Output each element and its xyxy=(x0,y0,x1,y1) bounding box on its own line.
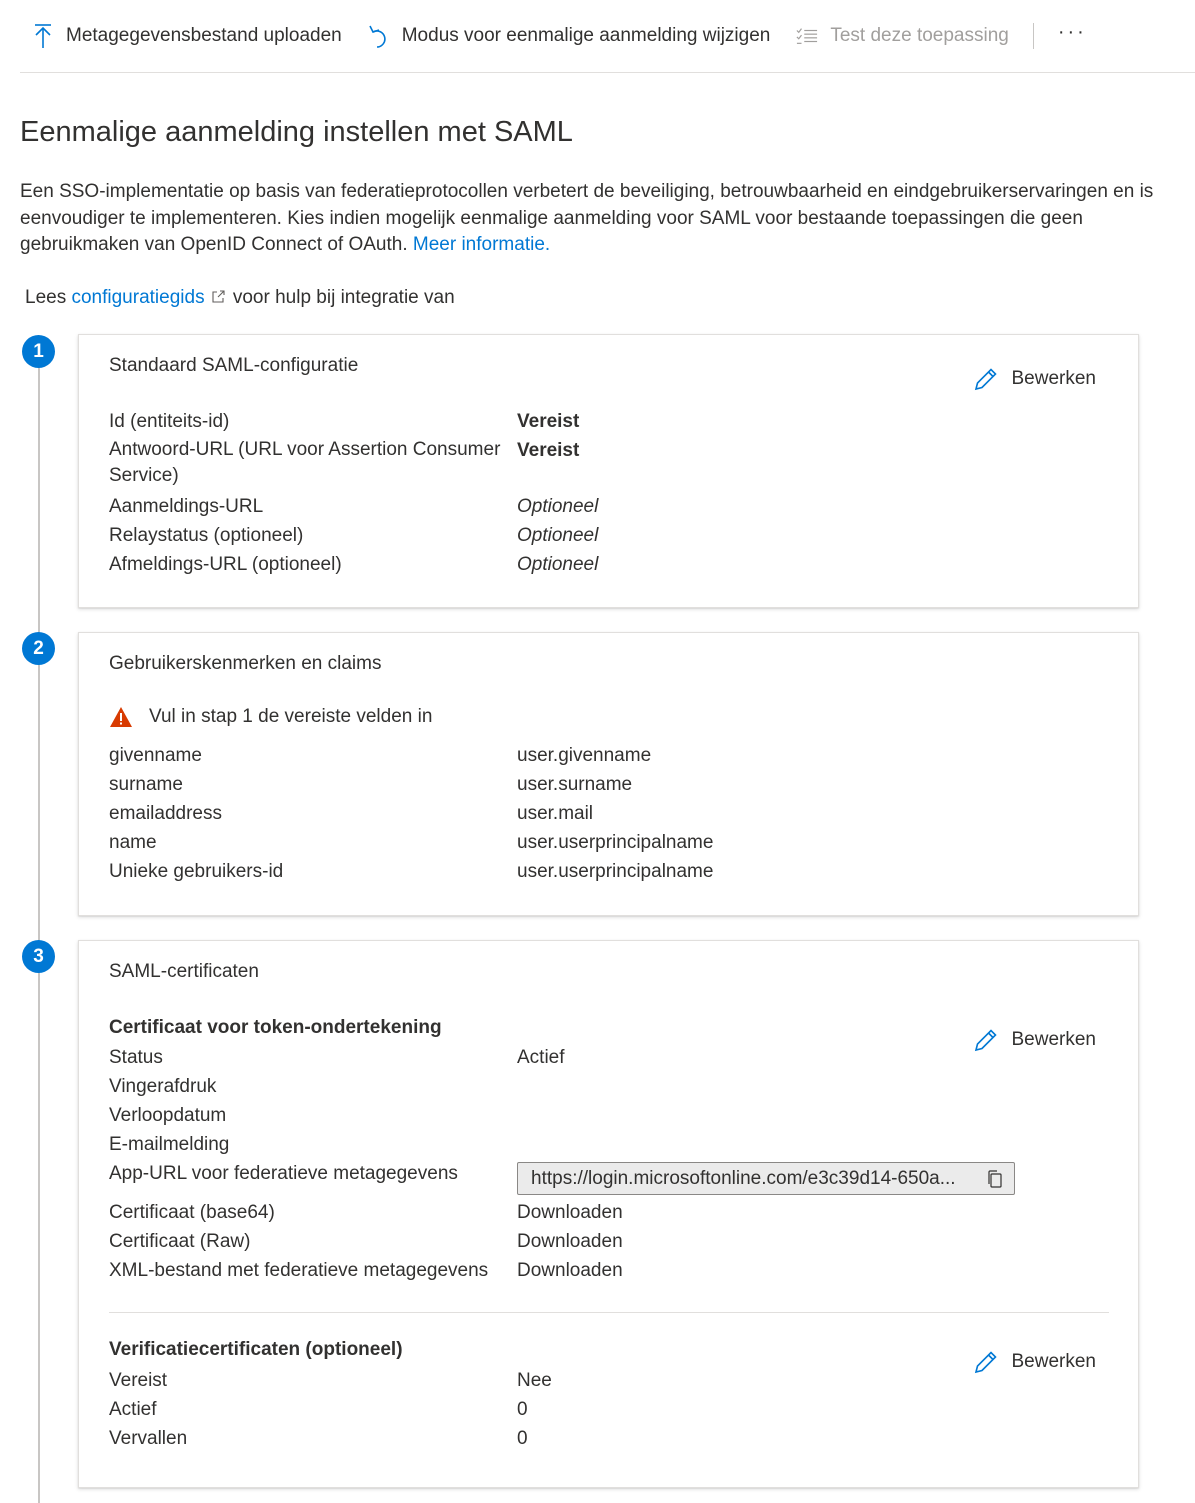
basic-saml-configuration-card xyxy=(78,334,1139,608)
copy-icon[interactable] xyxy=(986,1169,1004,1189)
edit-verification-certificates-button[interactable] xyxy=(973,1349,1097,1375)
test-application-button[interactable] xyxy=(782,16,1021,56)
table-row: Certificaat (Raw) Downloaden xyxy=(109,1227,1015,1256)
download-cert-raw-link[interactable]: Downloaden xyxy=(517,1231,623,1252)
claims-rows xyxy=(109,741,713,886)
table-row: Vereist Nee xyxy=(109,1370,552,1391)
edit-label: Bewerken xyxy=(1011,1029,1096,1050)
metadata-url-value: https://login.microsoftonline.com/e3c39d14-650a... xyxy=(531,1168,956,1189)
table-row: Relaystatus (optioneel) Optioneel xyxy=(109,525,599,546)
table-row: givenname user.givenname xyxy=(109,745,652,766)
section-title: Standaard SAML-configuratie xyxy=(109,355,359,376)
signing-certificate-title: Certificaat voor token-ondertekening xyxy=(109,1017,442,1038)
warning-message xyxy=(109,706,432,728)
command-bar xyxy=(20,0,1195,73)
more-info-link[interactable]: Meer informatie. xyxy=(412,234,551,255)
table-row: name user.userprincipalname xyxy=(109,832,714,853)
table-row: E-mailmelding xyxy=(109,1134,230,1155)
table-row: Certificaat (base64) Downloaden xyxy=(109,1198,1015,1227)
warning-text: Vul in stap 1 de vereiste velden in xyxy=(149,706,433,727)
page-title: Eenmalige aanmelding instellen met SAML xyxy=(20,116,573,148)
user-attributes-claims-card xyxy=(78,632,1139,916)
table-row: Afmeldings-URL (optioneel) Optioneel xyxy=(109,554,599,575)
download-cert-base64-link[interactable]: Downloaden xyxy=(517,1202,623,1223)
more-options-button[interactable]: ··· xyxy=(1057,20,1087,43)
download-metadata-xml-link[interactable]: Downloaden xyxy=(517,1260,623,1281)
intro-body: Een SSO-implementatie op basis van federatieprotocollen verbetert de beveiliging, betrouwbaarheid en eindgebruikerservaringen en is eenvoudiger te implementeren. Kies indien mogelijk eenmalige aanmelding voor SAML voor bestaande toepassingen die geen gebruikmaken van OpenID Connect of OAuth. xyxy=(20,181,1154,255)
warning-icon xyxy=(109,706,133,728)
change-sso-mode-label: Modus voor eenmalige aanmelding wijzigen xyxy=(401,25,771,46)
section-title: Gebruikerskenmerken en claims xyxy=(109,653,382,674)
saml-certificates-card xyxy=(78,940,1139,1488)
section-title: SAML-certificaten xyxy=(109,961,259,982)
table-row: Actief 0 xyxy=(109,1399,528,1420)
intro-text xyxy=(20,179,1190,259)
step-badge-3: 3 xyxy=(22,940,55,973)
table-row: XML-bestand met federatieve metagegevens Downloaden xyxy=(109,1256,1015,1285)
table-row: App-URL voor federatieve metagegevens https://login.microsoftonline.com/e3c39d14-650a... xyxy=(109,1159,1015,1198)
table-row: Antwoord-URL (URL voor Assertion Consumer Service) Vereist xyxy=(109,439,580,486)
upload-metadata-label: Metagegevensbestand uploaden xyxy=(66,25,342,46)
table-row: Verloopdatum xyxy=(109,1105,227,1126)
section-divider xyxy=(109,1312,1109,1313)
external-link-icon xyxy=(211,288,226,310)
undo-icon xyxy=(368,23,390,49)
table-row: surname user.surname xyxy=(109,774,633,795)
table-row: Vervallen 0 xyxy=(109,1428,528,1449)
signing-certificate-rows xyxy=(109,1013,1015,1285)
configuration-guide-link[interactable]: configuratiegids xyxy=(71,287,205,308)
edit-label: Bewerken xyxy=(1011,368,1096,389)
steps-timeline xyxy=(38,352,40,1503)
table-row: Unieke gebruikers-id user.userprincipalname xyxy=(109,861,714,882)
verification-certificate-rows xyxy=(109,1335,552,1453)
configuration-guide-text xyxy=(25,287,455,310)
basic-config-rows xyxy=(109,407,598,579)
table-row: Aanmeldings-URL Optioneel xyxy=(109,496,599,517)
pencil-icon xyxy=(973,1349,999,1375)
step-badge-1: 1 xyxy=(22,335,55,368)
upload-icon xyxy=(32,23,54,49)
table-row: Id (entiteits-id) Vereist xyxy=(109,411,580,432)
verification-certificates-title: Verificatiecertificaten (optioneel) xyxy=(109,1339,403,1360)
guide-prefix: Lees xyxy=(25,287,67,308)
table-row: Status Actief xyxy=(109,1047,565,1068)
table-row: emailaddress user.mail xyxy=(109,803,594,824)
metadata-url-field[interactable] xyxy=(517,1162,1015,1195)
edit-basic-config-button[interactable] xyxy=(973,366,1097,392)
pencil-icon xyxy=(973,366,999,392)
step-badge-2: 2 xyxy=(22,632,55,665)
change-sso-mode-button[interactable] xyxy=(354,16,783,56)
checklist-icon xyxy=(796,23,818,49)
table-row: Vingerafdruk xyxy=(109,1076,217,1097)
test-application-label: Test deze toepassing xyxy=(830,25,1009,46)
edit-label: Bewerken xyxy=(1011,1351,1096,1372)
toolbar-divider xyxy=(1033,23,1034,49)
upload-metadata-button[interactable] xyxy=(20,16,354,56)
guide-suffix: voor hulp bij integratie van xyxy=(232,287,455,308)
